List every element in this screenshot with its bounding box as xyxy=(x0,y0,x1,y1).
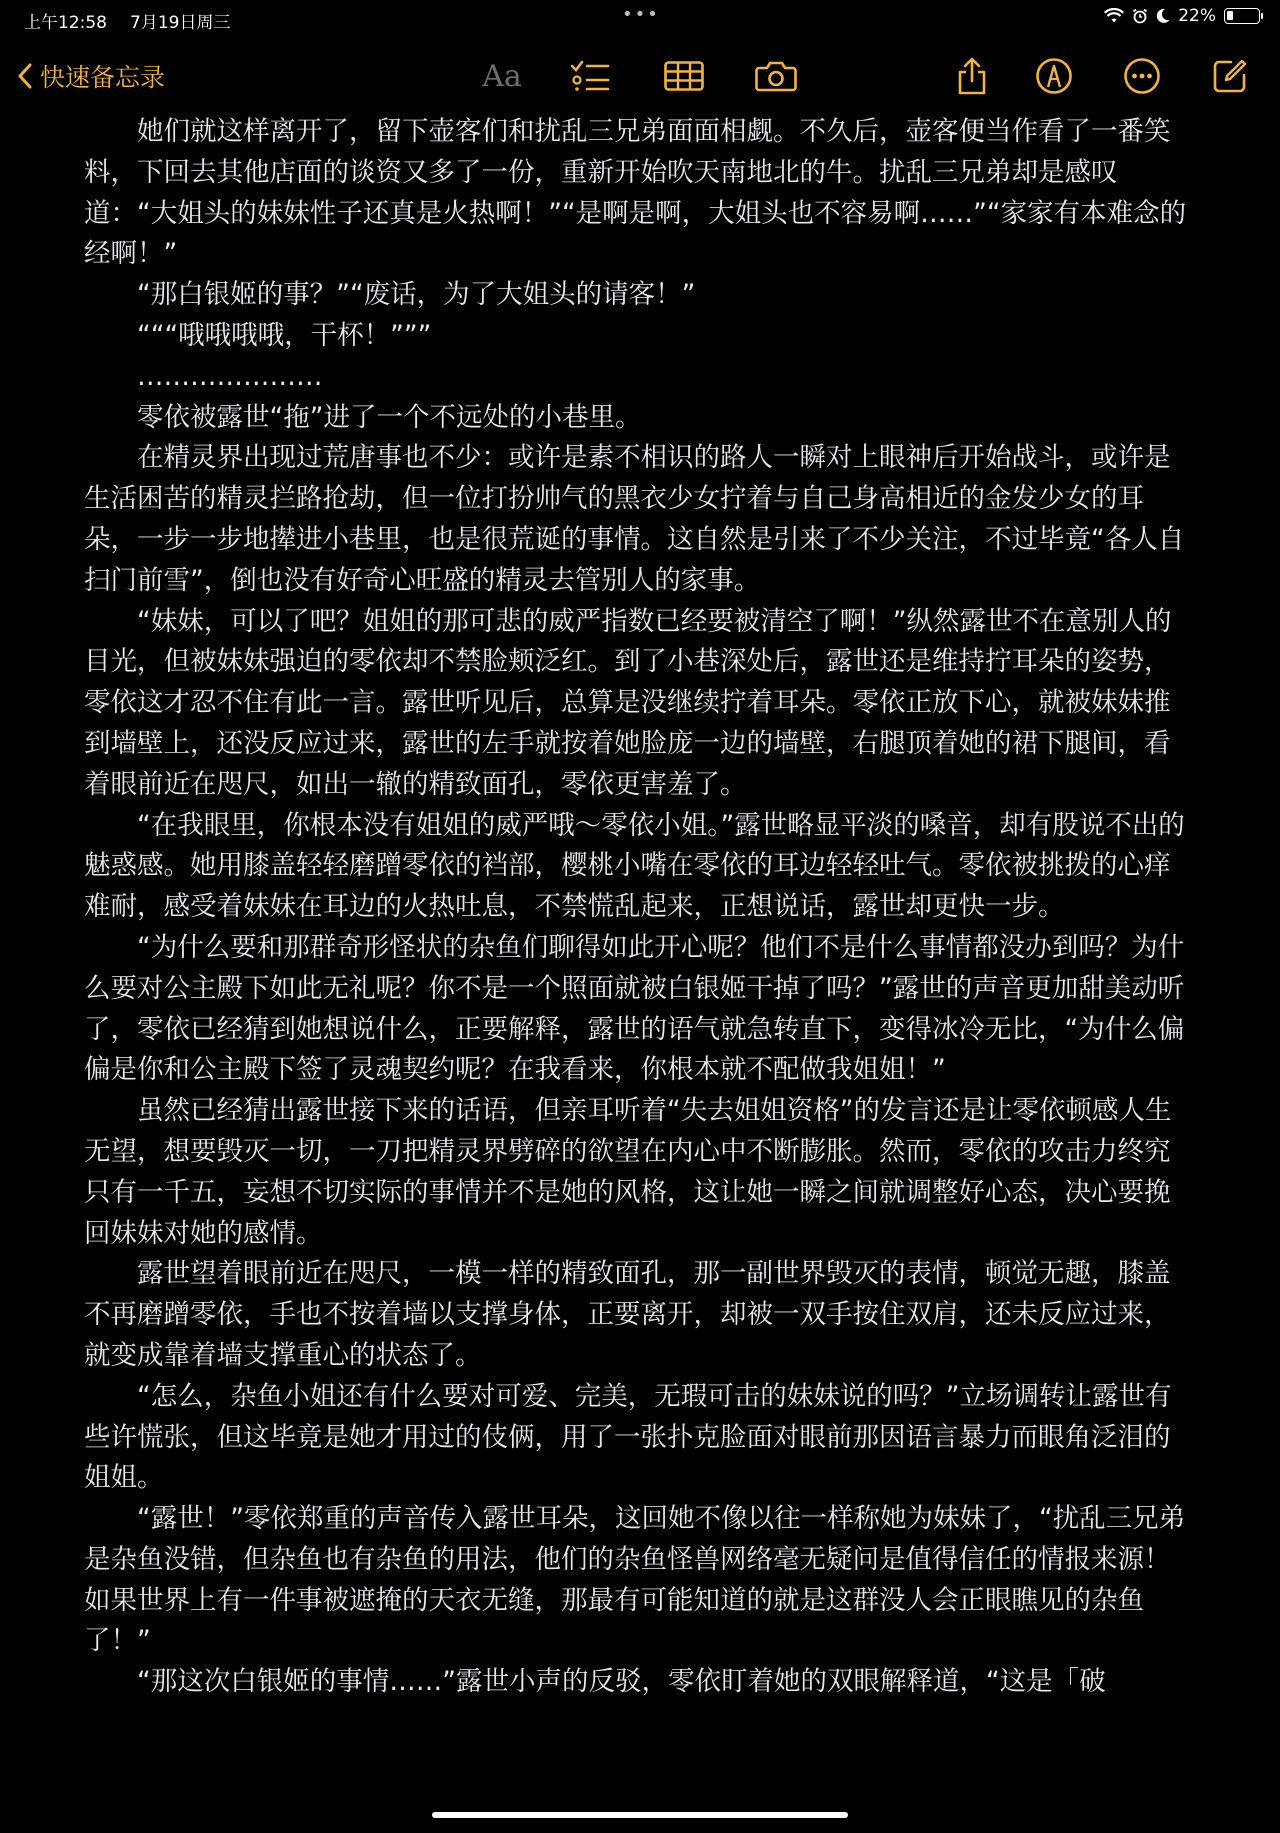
note-paragraph: 虽然已经猜出露世接下来的话语，但亲耳听着“失去姐姐资格”的发言还是让零依顿感人生无望，想要毁灭一切，一刀把精灵界劈碎的欲望在内心中不断膨胀。然而，零依的攻击力终究只有一千五，妄想不切实际的事情并不是她的风格，这让她一瞬之间就调整好心态，决心要挽回妹妹对她的感情。 xyxy=(84,1095,1172,1249)
note-paragraph: “那这次白银姬的事情……”露世小声的反驳，零依盯着她的双眼解释道，“这是「破 xyxy=(84,1666,1106,1698)
alarm-icon xyxy=(1132,8,1148,24)
table-icon xyxy=(664,61,704,91)
note-paragraph: 她们就这样离开了，留下壶客们和扰乱三兄弟面面相觑。不久后，壶客便当作看了一番笑料，下回去其他店面的谈资又多了一份，重新开始吹天南地北的牛。扰乱三兄弟却是感叹道：“大姐头的妹妹性子还真是火热啊！”“是啊是啊，大姐头也不容易啊……”“家家有本难念的经啊！” xyxy=(84,116,1187,270)
back-button[interactable] xyxy=(18,58,165,94)
status-date: 7月19日周三 xyxy=(130,13,231,33)
wifi-icon xyxy=(1104,8,1124,24)
share-icon xyxy=(956,57,988,95)
battery-percentage: 22% xyxy=(1178,6,1216,26)
note-paragraph: 零依被露世“拖”进了一个不远处的小巷里。 xyxy=(84,401,642,433)
note-paragraph: “怎么，杂鱼小姐还有什么要对可爱、完美，无瑕可击的妹妹说的吗？”立场调转让露世有些许慌张，但这毕竟是她才用过的伎俩，用了一张扑克脸面对眼前那因语言暴力而眼角泛泪的姐姐。 xyxy=(84,1380,1172,1494)
text-format-label: Aa xyxy=(482,58,522,94)
battery-icon xyxy=(1224,8,1260,24)
more-ellipsis-icon xyxy=(1123,57,1161,95)
text-format-button[interactable] xyxy=(480,54,524,98)
table-button[interactable] xyxy=(662,54,706,98)
note-paragraph: “妹妹，可以了吧？姐姐的那可悲的威严指数已经要被清空了啊！”纵然露世不在意别人的目光，但被妹妹强迫的零依却不禁脸颊泛红。到了小巷深处后，露世还是维持拧耳朵的姿势，零依这才忍不住有此一言。露世听见后，总算是没继续拧着耳朵。零依正放下心，就被妹妹推到墙壁上，还没反应过来，露世的左手就按着她脸庞一边的墙壁，右腿顶着她的裙下腿间，看着眼前近在咫尺，如出一辙的精致面孔，零依更害羞了。 xyxy=(84,605,1172,800)
do-not-disturb-moon-icon xyxy=(1156,8,1170,24)
note-paragraph: ………………… xyxy=(84,360,323,392)
note-paragraph: 露世望着眼前近在咫尺，一模一样的精致面孔，那一副世界毁灭的表情，顿觉无趣，膝盖不再磨蹭零依，手也不按着墙以支撑身体，正要离开，却被一双手按住双肩，还未反应过来，就变成靠着墙支撑重心的状态了。 xyxy=(84,1258,1171,1371)
multitasking-dots-icon[interactable]: ••• xyxy=(622,4,660,25)
compose-icon xyxy=(1212,58,1248,94)
note-body[interactable] xyxy=(84,112,1196,1703)
note-paragraph: 在精灵界出现过荒唐事也不少：或许是素不相识的路人一瞬对上眼神后开始战斗，或许是生活困苦的精灵拦路抢劫，但一位打扮帅气的黑衣少女拧着与自己身高相近的金发少女的耳朵，一步一步地撵进小巷里，也是很荒诞的事情。这自然是引来了不少关注，不过毕竟“各人自扫门前雪”，倒也没有好奇心旺盛的精灵去管别人的家事。 xyxy=(84,442,1185,596)
note-paragraph: “““哦哦哦哦，干杯！””” xyxy=(84,319,432,351)
camera-icon xyxy=(755,60,797,92)
status-time: 上午12:58 xyxy=(24,13,107,33)
checklist-button[interactable] xyxy=(568,54,612,98)
checklist-icon xyxy=(570,60,610,92)
status-bar xyxy=(0,0,1280,38)
note-paragraph: “在我眼里，你根本没有姐姐的威严哦～零依小姐。”露世略显平淡的嗓音，却有股说不出的魅惑感。她用膝盖轻轻磨蹭零依的裆部，樱桃小嘴在零依的耳边轻轻吐气。零依被挑拨的心痒难耐，感受着妹妹在耳边的火热吐息，不禁慌乱起来，正想说话，露世却更快一步。 xyxy=(84,809,1185,923)
markup-button[interactable] xyxy=(1032,54,1076,98)
note-toolbar xyxy=(0,48,1280,106)
note-paragraph: “那白银姬的事？”“废话，为了大姐头的请客！” xyxy=(84,279,696,311)
chevron-left-icon xyxy=(18,63,32,89)
compose-button[interactable] xyxy=(1208,54,1252,98)
status-icons xyxy=(1104,6,1260,26)
more-options-button[interactable] xyxy=(1120,54,1164,98)
camera-button[interactable] xyxy=(754,54,798,98)
note-paragraph: “露世！”零依郑重的声音传入露世耳朵，这回她不像以往一样称她为妹妹了，“扰乱三兄弟是杂鱼没错，但杂鱼也有杂鱼的用法，他们的杂鱼怪兽网络毫无疑问是值得信任的情报来源！如果世界上有一件事被遮掩的天衣无缝，那最有可能知道的就是这群没人会正眼瞧见的杂鱼了！” xyxy=(84,1503,1186,1657)
note-paragraph: “为什么要和那群奇形怪状的杂鱼们聊得如此开心呢？他们不是什么事情都没办到吗？为什么要对公主殿下如此无礼呢？你不是一个照面就被白银姬干掉了吗？”露世的声音更加甜美动听了，零依已经猜到她想说什么，正要解释，露世的语气就急转直下，变得冰冷无比，“为什么偏偏是你和公主殿下签了灵魂契约呢？在我看来，你根本就不配做我姐姐！” xyxy=(84,931,1185,1086)
markup-pen-icon xyxy=(1035,57,1073,95)
back-button-label: 快速备忘录 xyxy=(40,63,166,92)
home-indicator[interactable] xyxy=(432,1812,848,1818)
battery-level-fill xyxy=(1227,11,1233,20)
share-button[interactable] xyxy=(950,54,994,98)
